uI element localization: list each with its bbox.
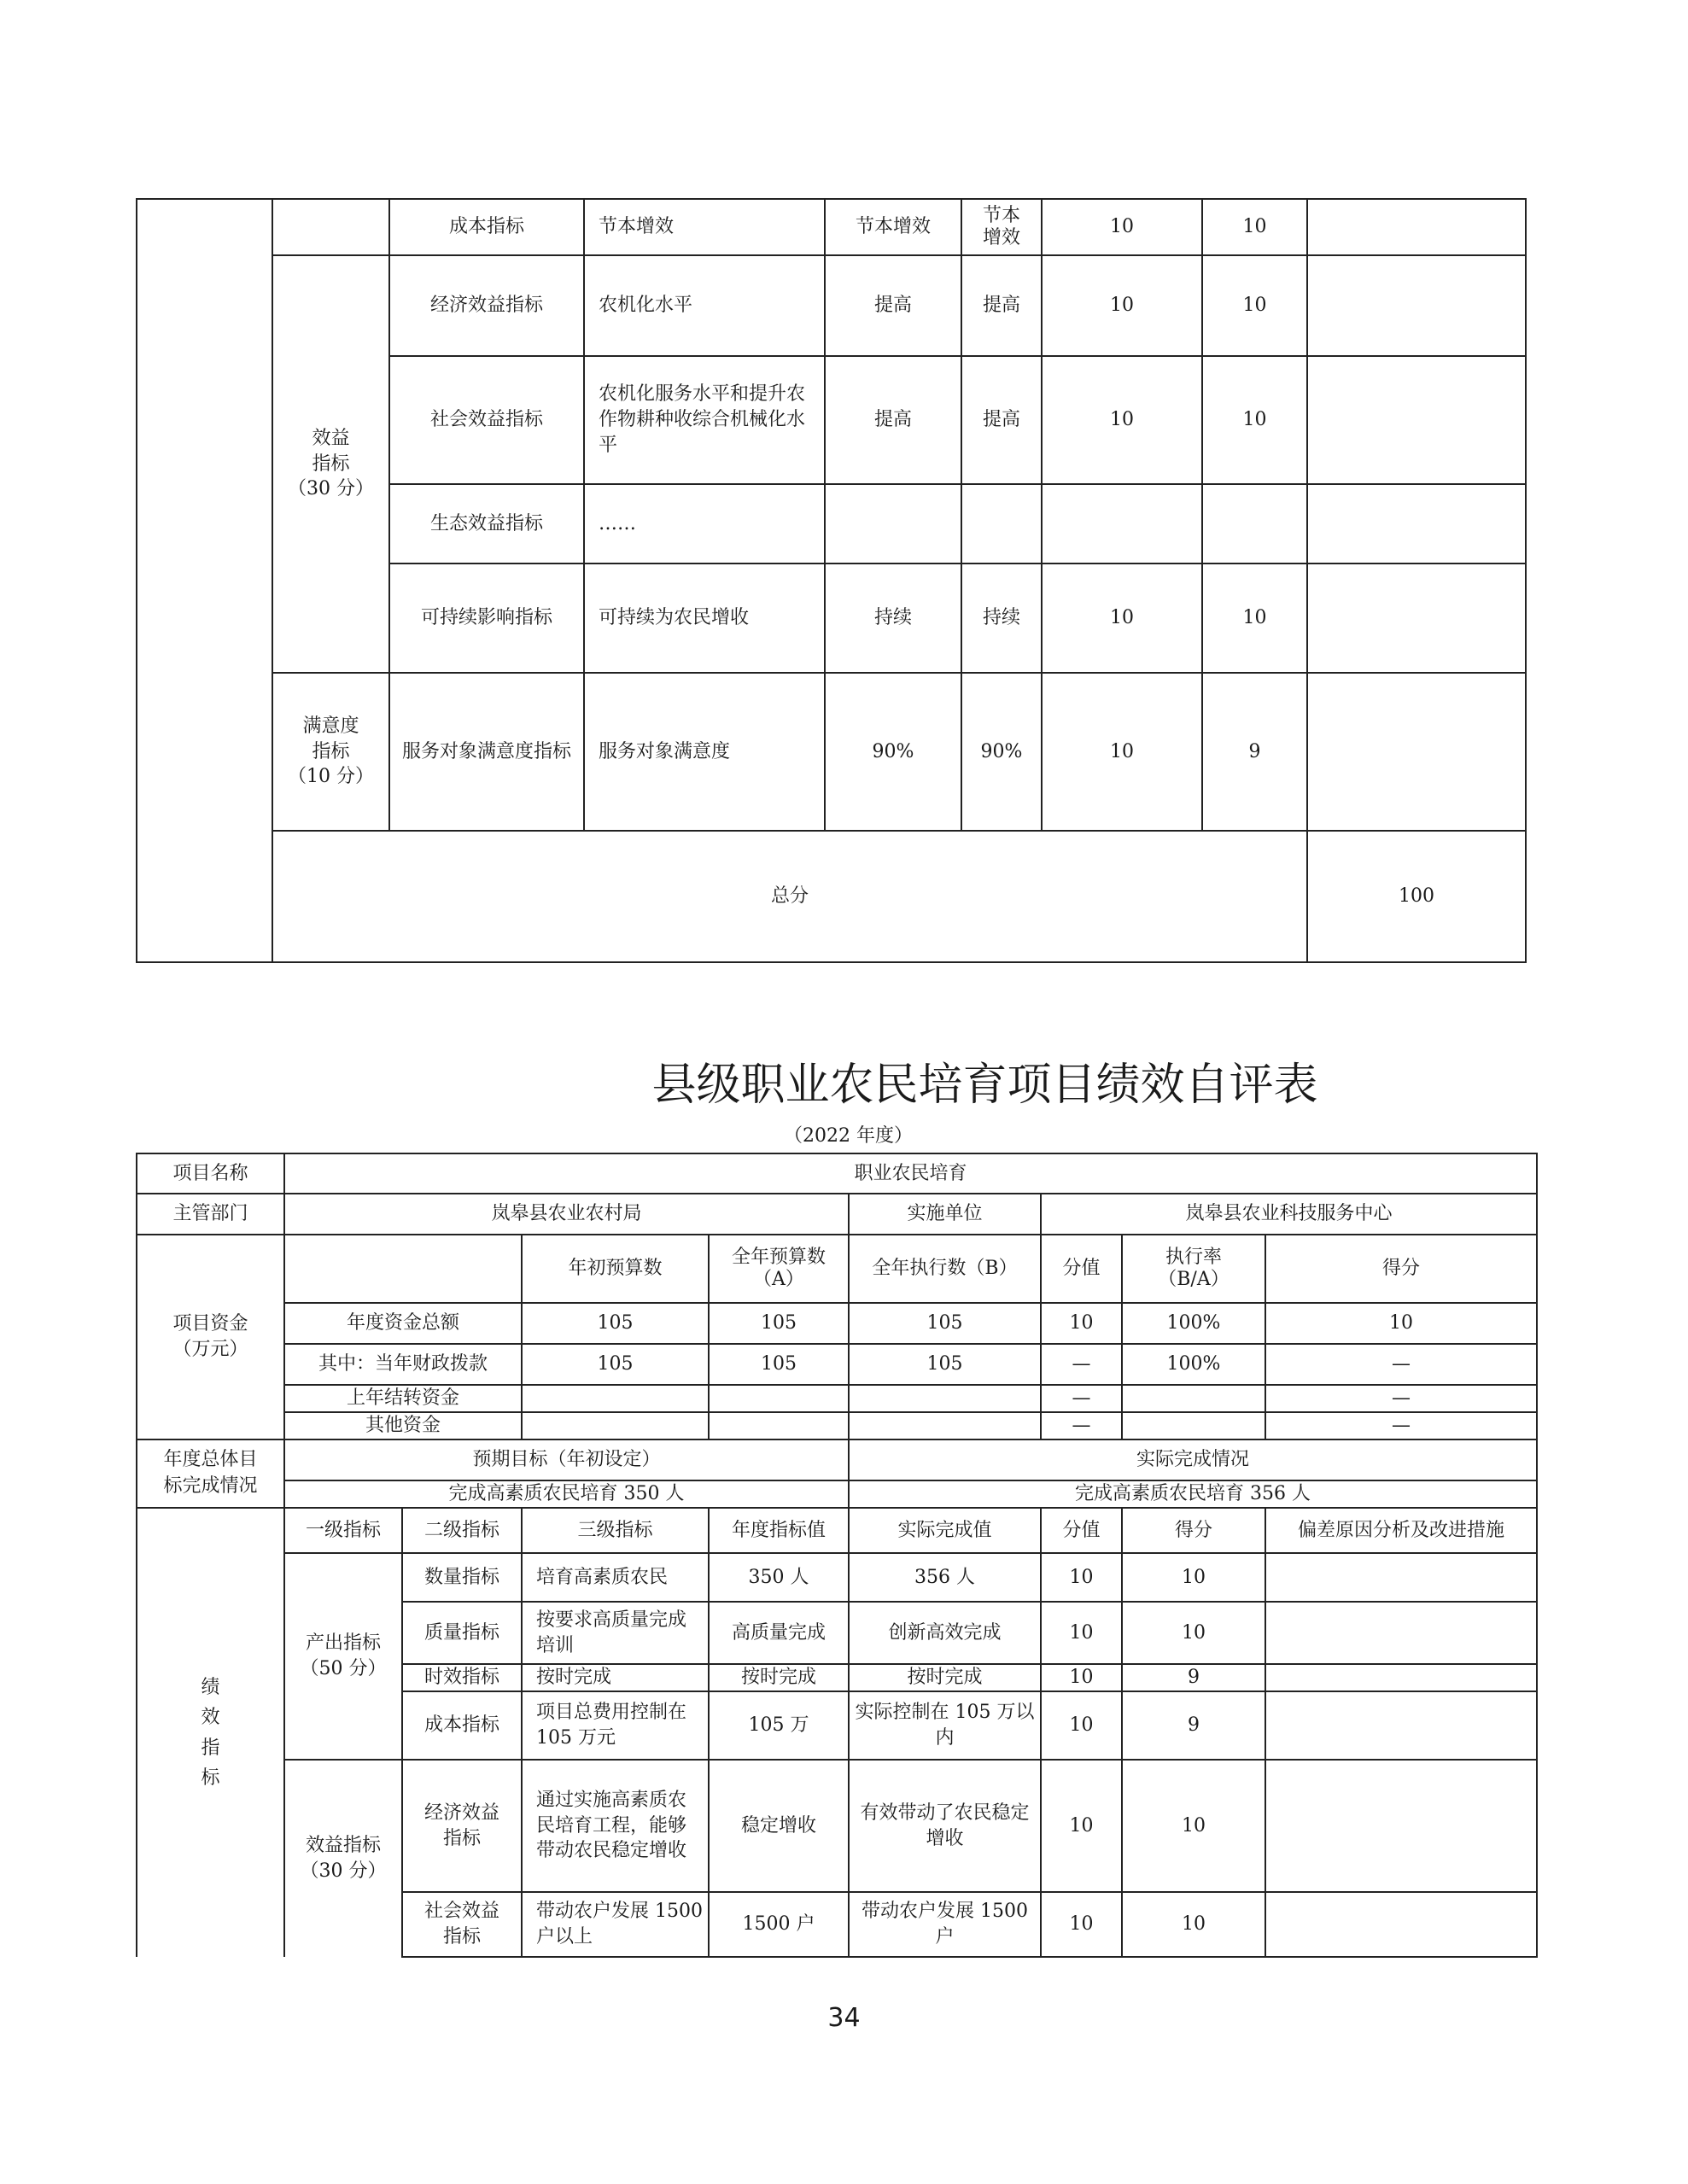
- perf-row-l3: 按时完成: [522, 1664, 709, 1691]
- funds-row-rate: [1122, 1385, 1265, 1412]
- perf-header-remark: 偏差原因分析及改进措施: [1265, 1508, 1537, 1553]
- perf-row-l3: 培育高素质农民: [522, 1553, 709, 1602]
- funds-row-initial: [522, 1385, 709, 1412]
- perf-header-target: 年度指标值: [709, 1508, 849, 1553]
- benefit-group-label: 效益指标 （30 分）: [284, 1760, 402, 1957]
- satisfaction-indicator-desc: 服务对象满意度: [584, 673, 825, 831]
- econ-indicator-target: 提高: [825, 255, 961, 356]
- social-indicator-points: 10: [1042, 356, 1202, 484]
- funds-row-annual: 105: [709, 1344, 849, 1385]
- social-indicator-remark: [1307, 356, 1526, 484]
- satisfaction-indicator-score: 9: [1202, 673, 1307, 831]
- sustain-indicator-desc: 可持续为农民增收: [584, 564, 825, 673]
- econ-indicator-desc: 农机化水平: [584, 255, 825, 356]
- econ-indicator-actual: 提高: [961, 255, 1042, 356]
- sustain-indicator-label: 可持续影响指标: [389, 564, 584, 673]
- cost-indicator-actual: 节本 增效: [961, 199, 1042, 255]
- funds-header-initial: 年初预算数: [522, 1235, 709, 1303]
- perf-row-points: 10: [1041, 1760, 1122, 1892]
- econ-indicator-remark: [1307, 255, 1526, 356]
- goal-actual-label: 实际完成情况: [849, 1439, 1537, 1480]
- cost-indicator-target: 节本增效: [825, 199, 961, 255]
- perf-row-l2: 成本指标: [402, 1691, 522, 1760]
- funds-row-points: —: [1041, 1344, 1122, 1385]
- funds-row-score: —: [1265, 1344, 1537, 1385]
- perf-row-l3: 项目总费用控制在 105 万元: [522, 1691, 709, 1760]
- perf-row-points: 10: [1041, 1892, 1122, 1957]
- perf-row-score: 9: [1122, 1664, 1265, 1691]
- perf-row-remark: [1265, 1602, 1537, 1664]
- total-points: 100: [1307, 831, 1526, 962]
- perf-row-points: 10: [1041, 1553, 1122, 1602]
- funds-row-rate: 100%: [1122, 1344, 1265, 1385]
- perf-row-l3: 按要求高质量完成培训: [522, 1602, 709, 1664]
- goal-label: 年度总体目 标完成情况: [137, 1439, 284, 1508]
- perf-row-l2: 社会效益 指标: [402, 1892, 522, 1957]
- first-level-cell: [137, 199, 272, 962]
- indicator-table-continued: [136, 198, 1527, 963]
- satisfaction-indicator-points: 10: [1042, 673, 1202, 831]
- perf-row-points: 10: [1041, 1602, 1122, 1664]
- funds-header-score: 得分: [1265, 1235, 1537, 1303]
- funds-row-points: —: [1041, 1412, 1122, 1439]
- perf-row-remark: [1265, 1892, 1537, 1957]
- funds-label: 项目资金 （万元）: [137, 1235, 284, 1439]
- funds-row-initial: [522, 1412, 709, 1439]
- funds-header-exec: 全年执行数（B）: [849, 1235, 1041, 1303]
- perf-row-l3: 带动农户发展 1500 户以上: [522, 1892, 709, 1957]
- funds-header-points: 分值: [1041, 1235, 1122, 1303]
- perf-row-points: 10: [1041, 1691, 1122, 1760]
- funds-row-rate: 100%: [1122, 1303, 1265, 1344]
- perf-row-target: 稳定增收: [709, 1760, 849, 1892]
- perf-row-target: 105 万: [709, 1691, 849, 1760]
- sustain-indicator-remark: [1307, 564, 1526, 673]
- social-indicator-score: 10: [1202, 356, 1307, 484]
- funds-header-annual: 全年预算数 （A）: [709, 1235, 849, 1303]
- sustain-indicator-target: 持续: [825, 564, 961, 673]
- perf-row-actual: 实际控制在 105 万以内: [849, 1691, 1041, 1760]
- perf-row-actual: 356 人: [849, 1553, 1041, 1602]
- self-evaluation-table: [136, 1153, 1538, 1958]
- eco-indicator-desc: ……: [584, 484, 825, 564]
- funds-row-exec: [849, 1412, 1041, 1439]
- sustain-indicator-points: 10: [1042, 564, 1202, 673]
- social-indicator-target: 提高: [825, 356, 961, 484]
- total-label: 总分: [272, 831, 1307, 962]
- funds-row-exec: [849, 1385, 1041, 1412]
- goal-expected-label: 预期目标（年初设定）: [284, 1439, 849, 1480]
- econ-indicator-label: 经济效益指标: [389, 255, 584, 356]
- year-subtitle: （2022 年度）: [784, 1125, 913, 1147]
- funds-header-rate: 执行率 （B/A）: [1122, 1235, 1265, 1303]
- cost-indicator-points: 10: [1042, 199, 1202, 255]
- cost-indicator-desc: 节本增效: [584, 199, 825, 255]
- perf-row-target: 按时完成: [709, 1664, 849, 1691]
- perf-header-points: 分值: [1041, 1508, 1122, 1553]
- perf-row-actual: 按时完成: [849, 1664, 1041, 1691]
- perf-row-target: 高质量完成: [709, 1602, 849, 1664]
- funds-row-exec: 105: [849, 1303, 1041, 1344]
- funds-row-label: 上年结转资金: [284, 1385, 522, 1412]
- satisfaction-indicator-label: 服务对象满意度指标: [389, 673, 584, 831]
- sustain-indicator-actual: 持续: [961, 564, 1042, 673]
- perf-row-score: 10: [1122, 1760, 1265, 1892]
- perf-row-remark: [1265, 1664, 1537, 1691]
- goal-actual-value: 完成高素质农民培育 356 人: [849, 1480, 1537, 1508]
- output-group-label: 产出指标 （50 分）: [284, 1553, 402, 1760]
- perf-row-score: 9: [1122, 1691, 1265, 1760]
- funds-row-score: —: [1265, 1385, 1537, 1412]
- perf-label: 绩 效 指 标: [137, 1508, 284, 1957]
- funds-row-score: 10: [1265, 1303, 1537, 1344]
- perf-row-target: 1500 户: [709, 1892, 849, 1957]
- social-indicator-desc: 农机化服务水平和提升农作物耕种收综合机械化水平: [584, 356, 825, 484]
- funds-row-annual: [709, 1385, 849, 1412]
- perf-row-l2: 经济效益 指标: [402, 1760, 522, 1892]
- social-indicator-label: 社会效益指标: [389, 356, 584, 484]
- perf-row-remark: [1265, 1553, 1537, 1602]
- econ-indicator-score: 10: [1202, 255, 1307, 356]
- satisfaction-indicator-target: 90%: [825, 673, 961, 831]
- perf-row-target: 350 人: [709, 1553, 849, 1602]
- perf-row-l2: 数量指标: [402, 1553, 522, 1602]
- cost-indicator-label: 成本指标: [389, 199, 584, 255]
- project-name-value: 职业农民培育: [284, 1153, 1537, 1194]
- cost-indicator-score: 10: [1202, 199, 1307, 255]
- impl-label: 实施单位: [849, 1194, 1041, 1235]
- impl-value: 岚皋县农业科技服务中心: [1041, 1194, 1537, 1235]
- funds-row-points: —: [1041, 1385, 1122, 1412]
- funds-row-score: —: [1265, 1412, 1537, 1439]
- perf-row-remark: [1265, 1691, 1537, 1760]
- project-name-label: 项目名称: [137, 1153, 284, 1194]
- funds-row-label: 其他资金: [284, 1412, 522, 1439]
- eco-indicator-label: 生态效益指标: [389, 484, 584, 564]
- second-level-cell: [272, 199, 389, 255]
- cost-indicator-remark: [1307, 199, 1526, 255]
- satisfaction-indicator-remark: [1307, 673, 1526, 831]
- funds-row-label: 其中：当年财政拨款: [284, 1344, 522, 1385]
- perf-header-l3: 三级指标: [522, 1508, 709, 1553]
- perf-row-l3: 通过实施高素质农民培育工程，能够带动农民稳定增收: [522, 1760, 709, 1892]
- perf-header-l2: 二级指标: [402, 1508, 522, 1553]
- funds-row-annual: 105: [709, 1303, 849, 1344]
- perf-row-score: 10: [1122, 1553, 1265, 1602]
- perf-header-score: 得分: [1122, 1508, 1265, 1553]
- perf-header-l1: 一级指标: [284, 1508, 402, 1553]
- perf-row-remark: [1265, 1760, 1537, 1892]
- satisfaction-group-label: 满意度 指标 （10 分）: [272, 673, 389, 831]
- funds-row-exec: 105: [849, 1344, 1041, 1385]
- perf-row-actual: 创新高效完成: [849, 1602, 1041, 1664]
- funds-row-annual: [709, 1412, 849, 1439]
- perf-header-actual: 实际完成值: [849, 1508, 1041, 1553]
- sustain-indicator-score: 10: [1202, 564, 1307, 673]
- perf-row-score: 10: [1122, 1602, 1265, 1664]
- funds-row-initial: 105: [522, 1344, 709, 1385]
- perf-row-l2: 时效指标: [402, 1664, 522, 1691]
- perf-row-points: 10: [1041, 1664, 1122, 1691]
- perf-row-actual: 有效带动了农民稳定增收: [849, 1760, 1041, 1892]
- goal-expected-value: 完成高素质农民培育 350 人: [284, 1480, 849, 1508]
- page-number: 34: [827, 2003, 861, 2033]
- funds-row-label: 年度资金总额: [284, 1303, 522, 1344]
- funds-row-initial: 105: [522, 1303, 709, 1344]
- perf-row-l2: 质量指标: [402, 1602, 522, 1664]
- benefit-group-label: 效益 指标 （30 分）: [272, 255, 389, 673]
- funds-row-rate: [1122, 1412, 1265, 1439]
- dept-value: 岚皋县农业农村局: [284, 1194, 849, 1235]
- perf-row-score: 10: [1122, 1892, 1265, 1957]
- perf-row-actual: 带动农户发展 1500 户: [849, 1892, 1041, 1957]
- dept-label: 主管部门: [137, 1194, 284, 1235]
- satisfaction-indicator-actual: 90%: [961, 673, 1042, 831]
- social-indicator-actual: 提高: [961, 356, 1042, 484]
- page-title: 县级职业农民培育项目绩效自评表: [651, 1060, 1318, 1111]
- funds-row-points: 10: [1041, 1303, 1122, 1344]
- econ-indicator-points: 10: [1042, 255, 1202, 356]
